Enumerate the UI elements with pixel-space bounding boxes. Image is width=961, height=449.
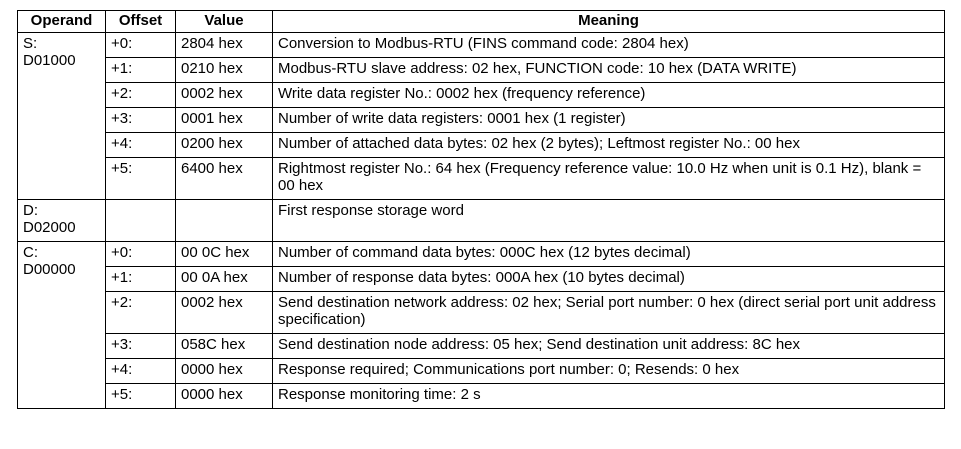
offset-cell: +0: [106, 242, 176, 267]
value-cell: 0000 hex [176, 359, 273, 384]
table-row [18, 158, 945, 200]
offset-cell: +2: [106, 292, 176, 334]
offset-cell: +0: [106, 33, 176, 58]
value-cell: 00 0C hex [176, 242, 273, 267]
table-row [18, 292, 945, 334]
table-row [18, 33, 945, 58]
value-cell: 0210 hex [176, 58, 273, 83]
meaning-cell: Write data register No.: 0002 hex (frequency reference) [273, 83, 945, 108]
offset-cell: +5: [106, 158, 176, 200]
value-cell: 0002 hex [176, 292, 273, 334]
offset-cell: +1: [106, 58, 176, 83]
operand-cell: C: D00000 [18, 242, 106, 409]
table-row [18, 384, 945, 409]
meaning-cell: Number of command data bytes: 000C hex (12 bytes decimal) [273, 242, 945, 267]
operand-table [17, 10, 945, 409]
offset-cell: +1: [106, 267, 176, 292]
meaning-cell: Number of attached data bytes: 02 hex (2 bytes); Leftmost register No.: 00 hex [273, 133, 945, 158]
table-header-row [18, 11, 945, 33]
value-cell: 0200 hex [176, 133, 273, 158]
meaning-cell: Number of write data registers: 0001 hex (1 register) [273, 108, 945, 133]
meaning-cell: Response required; Communications port number: 0; Resends: 0 hex [273, 359, 945, 384]
table-row [18, 359, 945, 384]
offset-cell: +4: [106, 133, 176, 158]
operand-cell: D: D02000 [18, 200, 106, 242]
value-cell: 6400 hex [176, 158, 273, 200]
meaning-cell: Rightmost register No.: 64 hex (Frequency reference value: 10.0 Hz when unit is 0.1 Hz), blank = 00 hex [273, 158, 945, 200]
table-row [18, 200, 945, 242]
offset-cell: +5: [106, 384, 176, 409]
offset-cell: +2: [106, 83, 176, 108]
table-row [18, 108, 945, 133]
offset-cell [106, 200, 176, 242]
table-row [18, 242, 945, 267]
value-cell: 00 0A hex [176, 267, 273, 292]
value-cell: 0001 hex [176, 108, 273, 133]
value-cell: 0000 hex [176, 384, 273, 409]
table-row [18, 334, 945, 359]
value-cell: 2804 hex [176, 33, 273, 58]
meaning-cell: Conversion to Modbus-RTU (FINS command code: 2804 hex) [273, 33, 945, 58]
table-row [18, 267, 945, 292]
header-value: Value [176, 11, 273, 33]
value-cell [176, 200, 273, 242]
operand-cell: S: D01000 [18, 33, 106, 200]
table-row [18, 83, 945, 108]
header-offset: Offset [106, 11, 176, 33]
value-cell: 058C hex [176, 334, 273, 359]
document-table-container [17, 10, 945, 409]
offset-cell: +3: [106, 334, 176, 359]
meaning-cell: Send destination network address: 02 hex; Serial port number: 0 hex (direct serial port unit address specification) [273, 292, 945, 334]
meaning-cell: Modbus-RTU slave address: 02 hex, FUNCTION code: 10 hex (DATA WRITE) [273, 58, 945, 83]
meaning-cell: Response monitoring time: 2 s [273, 384, 945, 409]
table-row [18, 58, 945, 83]
header-operand: Operand [18, 11, 106, 33]
offset-cell: +3: [106, 108, 176, 133]
meaning-cell: Send destination node address: 05 hex; Send destination unit address: 8C hex [273, 334, 945, 359]
table-row [18, 133, 945, 158]
value-cell: 0002 hex [176, 83, 273, 108]
table-body [18, 33, 945, 409]
meaning-cell: First response storage word [273, 200, 945, 242]
header-meaning: Meaning [273, 11, 945, 33]
offset-cell: +4: [106, 359, 176, 384]
meaning-cell: Number of response data bytes: 000A hex (10 bytes decimal) [273, 267, 945, 292]
